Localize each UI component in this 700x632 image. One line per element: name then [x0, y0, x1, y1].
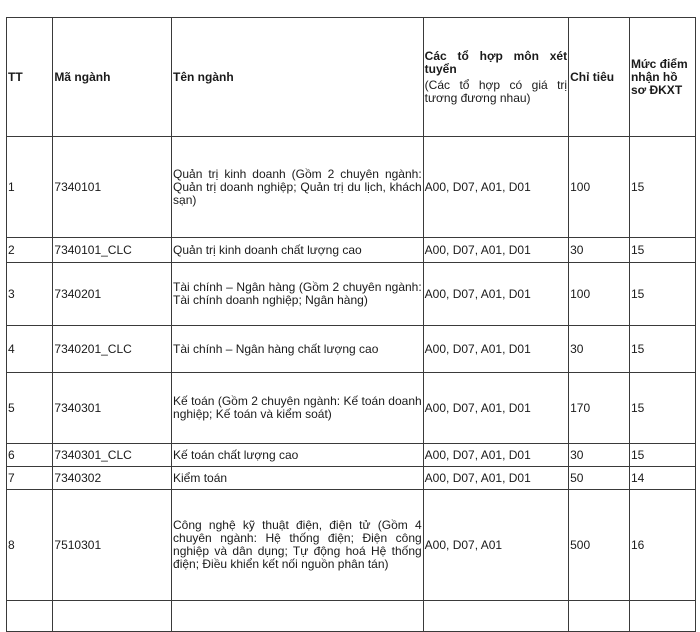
header-score: Mức điểm nhận hồ sơ ĐKXT: [629, 18, 695, 137]
cell-name: Tài chính – Ngân hàng chất lượng cao: [172, 326, 424, 373]
cell-tt: 8: [7, 490, 53, 601]
cell-code: 7340101_CLC: [53, 238, 172, 263]
cell-score: 15: [629, 137, 695, 238]
cell-empty: [423, 601, 568, 632]
cell-name: Tài chính – Ngân hàng (Gồm 2 chuyên ngành: Tài chính doanh nghiệp; Ngân hàng): [172, 263, 424, 326]
cell-combos: A00, D07, A01, D01: [423, 373, 568, 444]
header-combos-note: (Các tổ hợp có giá trị tương đương nhau): [424, 77, 568, 105]
cell-score: 15: [629, 326, 695, 373]
cell-quota: 500: [569, 490, 630, 601]
cell-score: 16: [629, 490, 695, 601]
cell-name: Kế toán (Gồm 2 chuyên ngành: Kế toán doanh nghiệp; Kế toán và kiểm soát): [172, 373, 424, 444]
cell-quota: 50: [569, 467, 630, 490]
table-row: [7, 444, 696, 467]
cell-tt: 6: [7, 444, 53, 467]
cell-empty: [569, 601, 630, 632]
cell-combos: A00, D07, A01, D01: [423, 263, 568, 326]
cell-name: Kiểm toán: [172, 467, 424, 490]
header-code: Mã ngành: [53, 18, 172, 137]
table-row: [7, 467, 696, 490]
cell-name: Quản trị kinh doanh (Gồm 2 chuyên ngành: Quản trị doanh nghiệp; Quản trị du lịch, khách sạn): [172, 137, 424, 238]
cell-combos: A00, D07, A01: [423, 490, 568, 601]
cell-empty: [7, 601, 53, 632]
cell-tt: 4: [7, 326, 53, 373]
cell-tt: 1: [7, 137, 53, 238]
table-row-partial: [7, 601, 696, 632]
cell-empty: [629, 601, 695, 632]
header-combos: Các tổ hợp môn xét tuyển: [424, 48, 568, 76]
cell-tt: 3: [7, 263, 53, 326]
cell-code: 7340302: [53, 467, 172, 490]
table-row: [7, 238, 696, 263]
cell-empty: [172, 601, 424, 632]
cell-score: 15: [629, 238, 695, 263]
table-row: [7, 263, 696, 326]
cell-tt: 7: [7, 467, 53, 490]
cell-tt: 5: [7, 373, 53, 444]
header-combos-cell: [423, 18, 568, 137]
cell-quota: 30: [569, 326, 630, 373]
header-name: Tên ngành: [172, 18, 424, 137]
cell-combos: A00, D07, A01, D01: [423, 326, 568, 373]
cell-code: 7340301: [53, 373, 172, 444]
cell-code: 7340101: [53, 137, 172, 238]
table-row: [7, 326, 696, 373]
cell-quota: 100: [569, 137, 630, 238]
cell-quota: 170: [569, 373, 630, 444]
cell-name: Quản trị kinh doanh chất lượng cao: [172, 238, 424, 263]
cell-score: 15: [629, 373, 695, 444]
cell-name: Kế toán chất lượng cao: [172, 444, 424, 467]
cell-combos: A00, D07, A01, D01: [423, 137, 568, 238]
cell-quota: 30: [569, 444, 630, 467]
cell-quota: 100: [569, 263, 630, 326]
table-row: [7, 137, 696, 238]
cell-score: 15: [629, 263, 695, 326]
admissions-table: [6, 17, 696, 632]
cell-code: 7340201_CLC: [53, 326, 172, 373]
header-tt: TT: [7, 18, 53, 137]
cell-combos: A00, D07, A01, D01: [423, 444, 568, 467]
table-row: [7, 373, 696, 444]
cell-score: 15: [629, 444, 695, 467]
cell-score: 14: [629, 467, 695, 490]
header-row: [7, 18, 696, 137]
header-quota: Chỉ tiêu: [569, 18, 630, 137]
cell-combos: A00, D07, A01, D01: [423, 467, 568, 490]
cell-quota: 30: [569, 238, 630, 263]
cell-code: 7340201: [53, 263, 172, 326]
cell-code: 7510301: [53, 490, 172, 601]
cell-tt: 2: [7, 238, 53, 263]
cell-name: Công nghệ kỹ thuật điện, điện tử (Gồm 4 chuyên ngành: Hệ thống điện; Điện công nghiệp và dân dụng; Tự động hoá Hệ thống điện; Điều khiển kết nối nguồn phân tán): [172, 490, 424, 601]
cell-empty: [53, 601, 172, 632]
cell-code: 7340301_CLC: [53, 444, 172, 467]
cell-combos: A00, D07, A01, D01: [423, 238, 568, 263]
table-row: [7, 490, 696, 601]
